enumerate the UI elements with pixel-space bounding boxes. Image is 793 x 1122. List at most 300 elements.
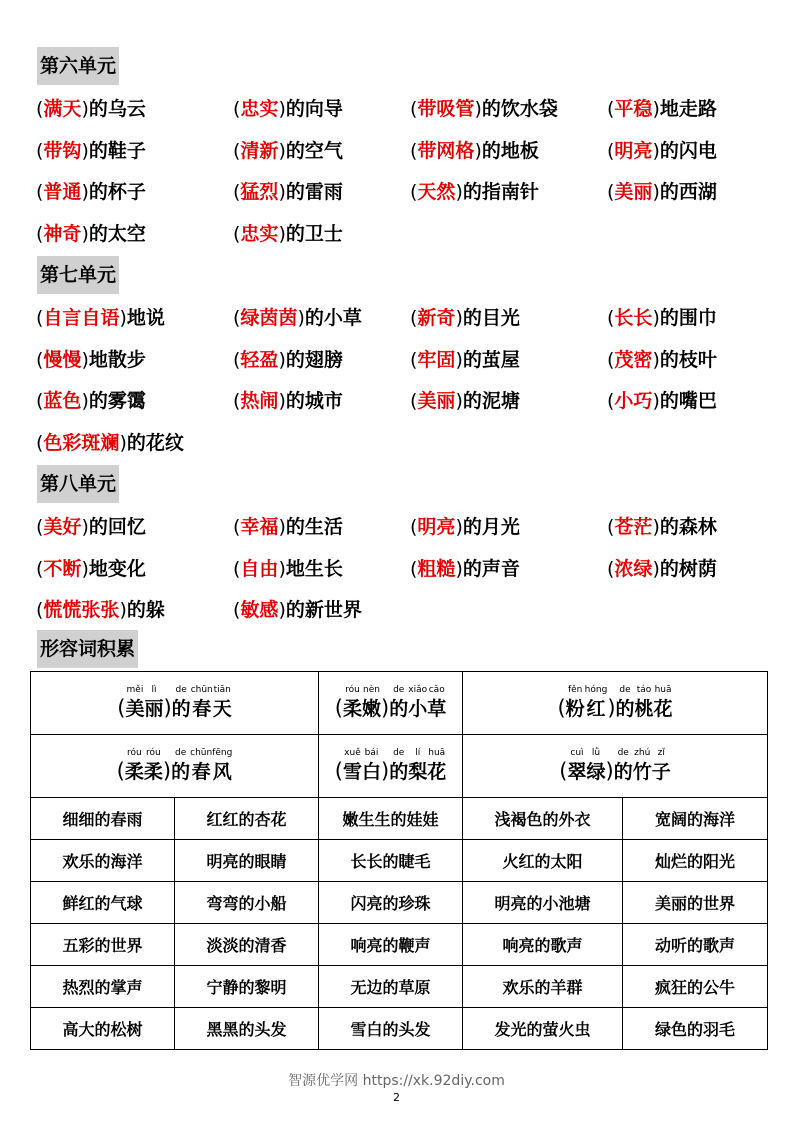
phrase-item (36, 136, 146, 166)
close-paren: ) (81, 348, 89, 371)
word-cell: 火红的太阳 (463, 840, 623, 882)
phrase-row (36, 136, 766, 166)
open-paren: ( (233, 98, 241, 120)
close-paren: ) (81, 139, 89, 162)
close-paren: ) (455, 390, 463, 412)
close-paren: ) (278, 390, 286, 412)
hanzi: 红 (586, 698, 606, 720)
open-paren: ( (36, 181, 44, 203)
hanzi: 的 (613, 761, 633, 783)
pinyin: hóng (584, 685, 608, 695)
phrase-item (233, 219, 343, 249)
ruby-char (389, 747, 408, 785)
answer-word: 美好 (43, 516, 82, 538)
close-paren: ) (81, 516, 89, 538)
close-paren: ) (652, 390, 660, 412)
phrase-row (36, 177, 766, 207)
word-cell: 响亮的歌声 (463, 924, 623, 966)
word-cell: 灿烂的阳光 (623, 840, 768, 882)
answer-word: 普通 (43, 181, 82, 203)
phrase-item (233, 512, 343, 542)
open-paren: ( (36, 516, 44, 538)
answer-word: 粗糙 (417, 557, 456, 580)
open-paren: ( (410, 139, 418, 162)
open-paren: ( (233, 390, 241, 412)
hanzi: 白 (361, 761, 381, 783)
word-cell: 淡淡的清香 (175, 924, 319, 966)
ruby-char (191, 684, 213, 722)
open-paren: ( (607, 181, 615, 203)
page-number: 2 (393, 1091, 400, 1104)
open-paren: ( (36, 307, 44, 329)
word-row (31, 882, 768, 924)
open-paren: ( (233, 181, 241, 203)
answer-word: 猛烈 (240, 181, 279, 203)
close-paren: ) (81, 390, 89, 412)
phrase-item (607, 386, 717, 416)
close-paren: ) (278, 98, 286, 120)
word-cell: 动听的歌声 (623, 924, 768, 966)
pinyin: de (175, 685, 187, 695)
hanzi: 春 (192, 698, 212, 720)
close-paren: ) (455, 307, 463, 329)
close-paren: ) (278, 139, 286, 162)
answer-word: 牢固 (417, 348, 456, 371)
ruby-char (614, 747, 633, 785)
phrase-item (233, 303, 362, 333)
answer-word: 蓝色 (43, 390, 82, 412)
open-paren: ( (233, 516, 241, 538)
word-cell: 欢乐的海洋 (31, 840, 175, 882)
phrase-tail: 的饮水袋 (481, 98, 558, 120)
answer-word: 美丽 (614, 181, 653, 203)
pinyin: měi (126, 685, 144, 695)
hanzi: 风 (212, 761, 232, 783)
answer-word: 轻盈 (240, 348, 279, 371)
phrase-item (410, 177, 539, 207)
ruby-char (586, 747, 605, 785)
close-paren: ) (607, 696, 616, 720)
answer-word: 明亮 (417, 516, 456, 538)
phrase-tail: 的乌云 (88, 98, 146, 120)
close-paren: ) (474, 98, 482, 120)
phrase-row (36, 554, 766, 584)
word-cell: 欢乐的羊群 (463, 966, 623, 1008)
open-paren: ( (233, 222, 241, 245)
pinyin-phrase (117, 747, 233, 785)
pinyin-phrase (557, 684, 672, 722)
answer-word: 长长 (614, 307, 653, 329)
phrase-tail: 的花纹 (126, 431, 184, 454)
pinyin: róu (345, 685, 360, 695)
phrase-item (36, 554, 146, 584)
hanzi: 的 (389, 698, 409, 720)
hanzi: 子 (651, 761, 671, 783)
ruby-char (362, 684, 381, 722)
word-cell: 嫩生生的娃娃 (319, 798, 463, 840)
answer-word: 自言自语 (43, 307, 120, 329)
close-paren: ) (652, 139, 660, 162)
pinyin: huā (428, 748, 446, 758)
phrase-tail: 的闪电 (659, 139, 717, 162)
pinyin: bái (364, 748, 379, 758)
ruby-char (362, 747, 381, 785)
phrase-tail: 的枝叶 (659, 348, 717, 371)
pinyin-phrase-row (31, 735, 768, 798)
ruby-char (408, 747, 427, 785)
open-paren: ( (233, 557, 241, 580)
ruby-char (427, 747, 446, 785)
pinyin: lǜ (591, 748, 601, 758)
word-cell: 雪白的头发 (319, 1008, 463, 1050)
close-paren: ) (652, 557, 660, 580)
phrase-tail: 的月光 (462, 516, 520, 538)
phrase-item (607, 345, 717, 375)
word-cell: 明亮的小池塘 (463, 882, 623, 924)
phrase-item (410, 345, 520, 375)
word-row (31, 798, 768, 840)
pinyin: de (619, 685, 631, 695)
word-cell: 红红的杏花 (175, 798, 319, 840)
pinyin: zhú (634, 748, 651, 758)
ruby-char (212, 747, 232, 785)
open-paren: ( (410, 557, 418, 580)
ruby-char (125, 747, 144, 785)
pinyin-phrase (559, 747, 670, 785)
phrase-item (233, 386, 343, 416)
answer-word: 不断 (43, 557, 82, 580)
phrase-tail: 的雾霭 (88, 390, 146, 412)
hanzi: 嫩 (361, 698, 381, 720)
ruby-char (172, 684, 191, 722)
close-paren: ) (119, 431, 127, 454)
pinyin-phrase-cell (31, 735, 319, 798)
close-paren: ) (81, 181, 89, 203)
open-paren: ( (233, 139, 241, 162)
hanzi: 春 (191, 761, 211, 783)
answer-word: 带吸管 (417, 98, 475, 120)
ruby-char (616, 684, 635, 722)
word-cell: 宽阔的海洋 (623, 798, 768, 840)
hanzi: 竹 (632, 761, 652, 783)
answer-word: 浓绿 (614, 557, 653, 580)
answer-word: 热闹 (240, 390, 279, 412)
ruby-char (566, 684, 585, 722)
pinyin: chūn (190, 685, 213, 695)
pinyin: lì (151, 685, 157, 695)
word-row (31, 924, 768, 966)
ruby-char (635, 684, 654, 722)
close-paren: ) (380, 759, 390, 783)
word-cell: 高大的松树 (31, 1008, 175, 1050)
phrase-row (36, 219, 766, 249)
ruby-char (567, 747, 586, 785)
pinyin: zǐ (657, 748, 665, 758)
answer-word: 美丽 (417, 390, 456, 412)
open-paren: ( (116, 759, 125, 783)
word-cell: 闪亮的珍珠 (319, 882, 463, 924)
pinyin: fēng (212, 748, 233, 758)
phrase-tail: 地散步 (88, 348, 146, 371)
open-paren: ( (410, 348, 418, 371)
phrase-item (233, 595, 362, 625)
phrase-tail: 的回忆 (88, 516, 146, 538)
open-paren: ( (607, 307, 615, 329)
close-paren: ) (163, 696, 172, 720)
section-title: 第八单元 (37, 465, 119, 503)
ruby-char (343, 684, 362, 722)
hanzi: 丽 (144, 698, 164, 720)
word-cell: 无边的草原 (319, 966, 463, 1008)
pinyin: xiǎo (408, 685, 428, 695)
answer-word: 茂密 (614, 348, 653, 371)
ruby-char (408, 684, 427, 722)
pinyin-phrase-cell (31, 672, 319, 735)
word-row (31, 840, 768, 882)
phrase-tail: 的空气 (285, 139, 343, 162)
hanzi: 柔 (143, 761, 163, 783)
answer-word: 带钩 (43, 139, 82, 162)
open-paren: ( (117, 696, 126, 720)
answer-word: 慢慢 (43, 348, 82, 371)
answer-word: 天然 (417, 181, 456, 203)
hanzi: 梨 (408, 761, 428, 783)
open-paren: ( (607, 557, 615, 580)
accumulation-title: 形容词积累 (37, 630, 138, 668)
phrase-item (607, 136, 717, 166)
word-cell: 黑黑的头发 (175, 1008, 319, 1050)
close-paren: ) (380, 696, 390, 720)
hanzi: 花 (653, 698, 673, 720)
phrase-tail: 的茧屋 (462, 348, 520, 371)
pinyin: fěn (567, 685, 583, 695)
phrase-item (410, 136, 539, 166)
answer-word: 满天 (43, 98, 82, 120)
phrase-tail: 的围巾 (659, 307, 717, 329)
hanzi: 的 (615, 698, 635, 720)
open-paren: ( (36, 98, 44, 120)
phrase-item (36, 386, 146, 416)
phrase-row (36, 94, 766, 124)
open-paren: ( (559, 759, 568, 783)
answer-word: 新奇 (417, 307, 456, 329)
close-paren: ) (455, 181, 463, 203)
answer-word: 清新 (240, 139, 279, 162)
close-paren: ) (278, 181, 286, 203)
hanzi: 的 (389, 761, 409, 783)
word-row (31, 1008, 768, 1050)
open-paren: ( (334, 696, 343, 720)
ruby-char (171, 747, 190, 785)
close-paren: ) (278, 599, 286, 621)
phrase-tail: 的城市 (285, 390, 343, 412)
phrase-tail: 的小草 (304, 307, 362, 329)
phrase-item (233, 554, 343, 584)
ruby-char (652, 747, 671, 785)
phrase-item (410, 512, 520, 542)
ruby-char (144, 684, 163, 722)
hanzi: 柔 (342, 698, 362, 720)
answer-word: 带网格 (417, 139, 475, 162)
pinyin-phrase-cell (319, 672, 463, 735)
answer-word: 幸福 (240, 516, 279, 538)
phrase-item (410, 386, 520, 416)
open-paren: ( (410, 98, 418, 120)
close-paren: ) (605, 759, 614, 783)
word-cell: 发光的萤火虫 (463, 1008, 623, 1050)
phrase-item (410, 554, 520, 584)
pinyin-phrase (335, 684, 446, 722)
hanzi: 美 (125, 698, 145, 720)
open-paren: ( (410, 516, 418, 538)
phrase-tail: 地生长 (285, 557, 343, 580)
hanzi: 粉 (565, 698, 585, 720)
phrase-tail: 的地板 (481, 139, 539, 162)
ruby-char (125, 684, 144, 722)
hanzi: 草 (427, 698, 447, 720)
pinyin: huā (654, 685, 672, 695)
phrase-item (36, 303, 165, 333)
phrase-row (36, 512, 766, 542)
hanzi: 花 (427, 761, 447, 783)
phrase-tail: 的卫士 (285, 222, 343, 245)
answer-word: 苍茫 (614, 516, 653, 538)
word-cell: 宁静的黎明 (175, 966, 319, 1008)
phrase-tail: 的泥塘 (462, 390, 520, 412)
word-cell: 热烈的掌声 (31, 966, 175, 1008)
phrase-tail: 的声音 (462, 557, 520, 580)
ruby-char (389, 684, 408, 722)
close-paren: ) (652, 348, 660, 371)
open-paren: ( (233, 599, 241, 621)
pinyin: de (174, 748, 187, 758)
phrase-tail: 的鞋子 (88, 139, 146, 162)
ruby-char (213, 684, 232, 722)
close-paren: ) (455, 348, 463, 371)
open-paren: ( (607, 98, 615, 120)
phrase-item (36, 428, 184, 458)
phrase-item (36, 512, 146, 542)
hanzi: 的 (171, 698, 191, 720)
phrase-tail: 的太空 (88, 222, 146, 245)
close-paren: ) (652, 98, 660, 120)
open-paren: ( (36, 390, 44, 412)
answer-word: 小巧 (614, 390, 653, 412)
phrase-row (36, 595, 766, 625)
phrase-row (36, 345, 766, 375)
hanzi: 雪 (342, 761, 362, 783)
answer-word: 敏感 (240, 599, 279, 621)
phrase-item (233, 136, 343, 166)
pinyin: cǎo (428, 685, 445, 695)
phrase-item (607, 512, 717, 542)
close-paren: ) (474, 139, 482, 162)
phrase-item (607, 94, 717, 124)
hanzi: 桃 (634, 698, 654, 720)
ruby-char (343, 747, 362, 785)
close-paren: ) (278, 348, 286, 371)
phrase-item (607, 177, 717, 207)
phrase-tail: 地走路 (659, 98, 717, 120)
phrase-tail: 地变化 (88, 557, 146, 580)
close-paren: ) (652, 181, 660, 203)
phrase-item (607, 554, 717, 584)
word-cell: 绿色的羽毛 (623, 1008, 768, 1050)
open-paren: ( (410, 307, 418, 329)
close-paren: ) (119, 307, 127, 329)
hanzi: 的 (171, 761, 191, 783)
phrase-tail: 的新世界 (285, 599, 362, 621)
hanzi: 天 (212, 698, 232, 720)
word-cell: 五彩的世界 (31, 924, 175, 966)
phrase-tail: 的目光 (462, 307, 520, 329)
open-paren: ( (410, 181, 418, 203)
phrase-item (607, 303, 717, 333)
phrase-tail: 的翅膀 (285, 348, 343, 371)
word-cell: 明亮的眼睛 (175, 840, 319, 882)
open-paren: ( (410, 390, 418, 412)
adjective-table (30, 671, 768, 1050)
open-paren: ( (607, 516, 615, 538)
word-cell: 响亮的鞭声 (319, 924, 463, 966)
pinyin: chūn (190, 748, 213, 758)
ruby-char (144, 747, 163, 785)
close-paren: ) (81, 98, 89, 120)
phrase-tail: 的西湖 (659, 181, 717, 203)
pinyin-phrase-cell (463, 672, 768, 735)
answer-word: 色彩斑斓 (43, 431, 120, 454)
ruby-char (427, 684, 446, 722)
open-paren: ( (233, 307, 241, 329)
phrase-item (410, 94, 558, 124)
answer-word: 忠实 (240, 222, 279, 245)
open-paren: ( (36, 139, 44, 162)
open-paren: ( (36, 431, 44, 454)
pinyin: cuì (570, 748, 584, 758)
close-paren: ) (455, 516, 463, 538)
hanzi: 柔 (124, 761, 144, 783)
answer-word: 慌慌张张 (43, 599, 120, 621)
word-cell: 弯弯的小船 (175, 882, 319, 924)
phrase-tail: 的森林 (659, 516, 717, 538)
open-paren: ( (36, 222, 44, 245)
ruby-char (190, 747, 212, 785)
close-paren: ) (455, 557, 463, 580)
pinyin: xuě (344, 748, 361, 758)
answer-word: 忠实 (240, 98, 279, 120)
hanzi: 小 (408, 698, 428, 720)
pinyin: róu (127, 748, 142, 758)
pinyin: de (393, 685, 405, 695)
section-title: 第六单元 (37, 47, 119, 85)
phrase-item (410, 303, 520, 333)
phrase-tail: 的躲 (126, 599, 165, 621)
open-paren: ( (557, 696, 566, 720)
pinyin: de (393, 748, 405, 758)
open-paren: ( (607, 139, 615, 162)
phrase-item (36, 219, 146, 249)
word-cell: 疯狂的公牛 (623, 966, 768, 1008)
word-cell: 长长的睫毛 (319, 840, 463, 882)
phrase-item (36, 94, 146, 124)
word-cell: 鲜红的气球 (31, 882, 175, 924)
footer-watermark: 智源优学网 https://xk.92diy.com (288, 1073, 505, 1089)
close-paren: ) (81, 222, 89, 245)
pinyin: tiān (213, 685, 231, 695)
close-paren: ) (119, 599, 127, 621)
ruby-char (585, 684, 608, 722)
open-paren: ( (36, 557, 44, 580)
